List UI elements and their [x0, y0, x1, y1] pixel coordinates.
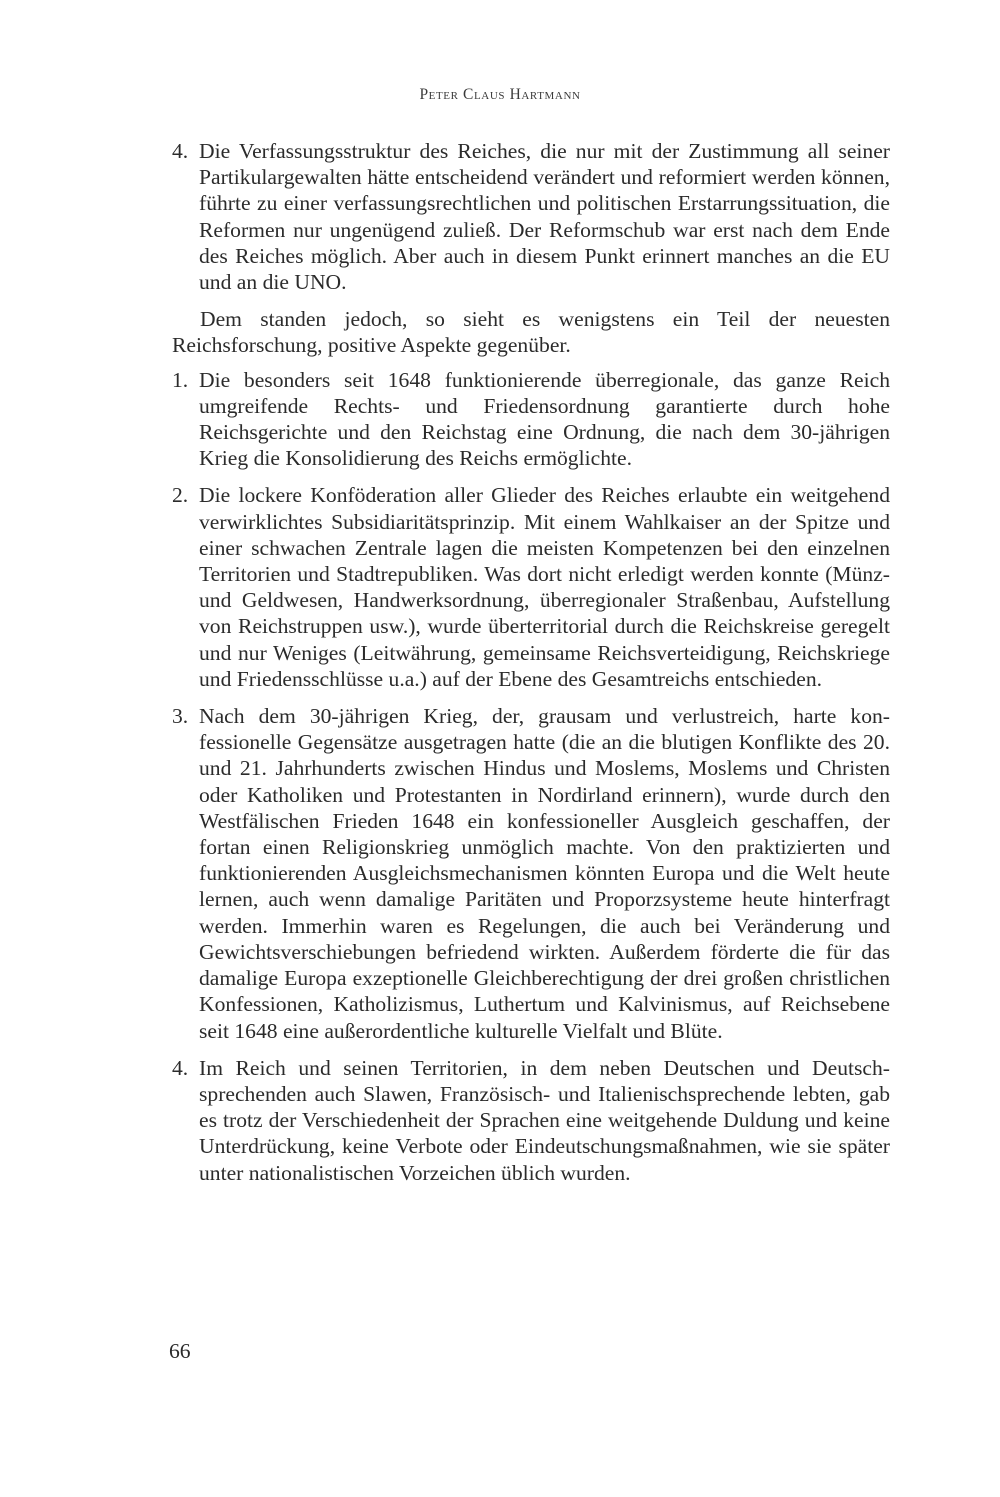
- list-item-text: Nach dem 30-jährigen Krieg, der, grausam und verlustreich, harte konfessionelle Gegensätze ausgetragen hatte (die an die blutigen Konflikte des 20. und 21. Jahrhunderts zwischen Hindus und Moslems, Moslems und Christen oder Katholiken und Protestanten in Nordirland erinnern), wurde durch den Westfälischen Frieden 1648 ein konfessioneller Ausgleich geschaffen, der fortan einen Religionskrieg unmöglich machte. Von den praktizierten und funktionierenden Ausgleichsmechanismen könnten Europa und die Welt heute lernen, auch wenn damalige Paritäten und Proporzsysteme heute hinterfragt werden. Immerhin waren es Regelungen, die auch bei Veränderung und Gewichtsverschiebungen befriedend wirkten. Außerdem förderte die für das damalige Europa exzeptionelle Gleichberechtigung der drei großen christlichen Konfessionen, Katholizismus, Luthertum und Kalvinismus, auf Reichsebene seit 1648 eine außerordentliche kulturelle Vielfalt und Blüte.: [199, 704, 890, 1043]
- list-item: [172, 138, 890, 295]
- list-item-number: 3.: [172, 704, 189, 729]
- list-item-number: 1.: [172, 367, 189, 392]
- page-number: 66: [169, 1339, 191, 1363]
- list-item-number: 4.: [172, 139, 189, 163]
- running-head: Peter Claus Hartmann: [419, 86, 581, 103]
- list-item: [172, 482, 890, 692]
- list-item: [172, 367, 890, 472]
- list-item-number: 2.: [172, 483, 189, 508]
- body-text: [172, 138, 890, 1186]
- list-item-number: 4.: [172, 1055, 189, 1080]
- list-item: [172, 1055, 890, 1186]
- list-item: [172, 703, 890, 1044]
- list-item-text: Die Verfassungsstruktur des Reiches, die nur mit der Zustimmung all seiner Partikulargewalten hätte entscheidend verändert und reformiert werden können, führte zu einer verfassungsrechtlichen und politischen Erstarrungssituation, die Reformen nur ungenügend zuließ. Der Reformschub war erst nach dem Ende des Reiches möglich. Aber auch in diesem Punkt erinnert manches an die EU und an die UNO.: [199, 139, 890, 295]
- paragraph: Dem standen jedoch, so sieht es wenigstens ein Teil der neuesten Reichsforschung, positive Aspekte gegenüber.: [172, 307, 890, 358]
- list-item-text: Im Reich und seinen Territorien, in dem neben Deutschen und Deutschsprechenden auch Slawen, Französisch- und Italienischsprechende lebten, gab es trotz der Verschiedenheit der Sprachen eine weitgehende Duldung und keine Unterdrückung, keine Verbote oder Eindeutschungsmaßnahmen, wie sie später unter nationalistischen Vorzeichen üblich wurden.: [199, 1055, 890, 1185]
- list-item-text: Die besonders seit 1648 funktionierende überregionale, das ganze Reich umgreifende Rechts- und Friedensordnung garantierte durch hohe Reichsgerichte und den Reichstag eine Ordnung, die nach dem 30-jährigen Krieg die Konsolidierung des Reichs ermöglichte.: [199, 367, 890, 471]
- list-item-text: Die lockere Konföderation aller Glieder des Reiches erlaubte ein weitgehend verwirklichtes Subsidiaritätsprinzip. Mit einem Wahlkaiser an der Spitze und einer schwachen Zentrale lagen die meisten Kompetenzen bei den einzelnen Territorien und Stadtrepubliken. Was dort nicht erledigt werden konnte (Münz- und Geldwesen, Handwerksordnung, überregionaler Straßenbau, Aufstellung von Reichstruppen usw.), wurde überterritorial durch die Reichskreise geregelt und nur Weniges (Leitwährung, gemeinsame Reichsverteidigung, Reichskriege und Friedensschlüsse u.a.) auf der Ebene des Gesamtreichs entschieden.: [199, 483, 890, 691]
